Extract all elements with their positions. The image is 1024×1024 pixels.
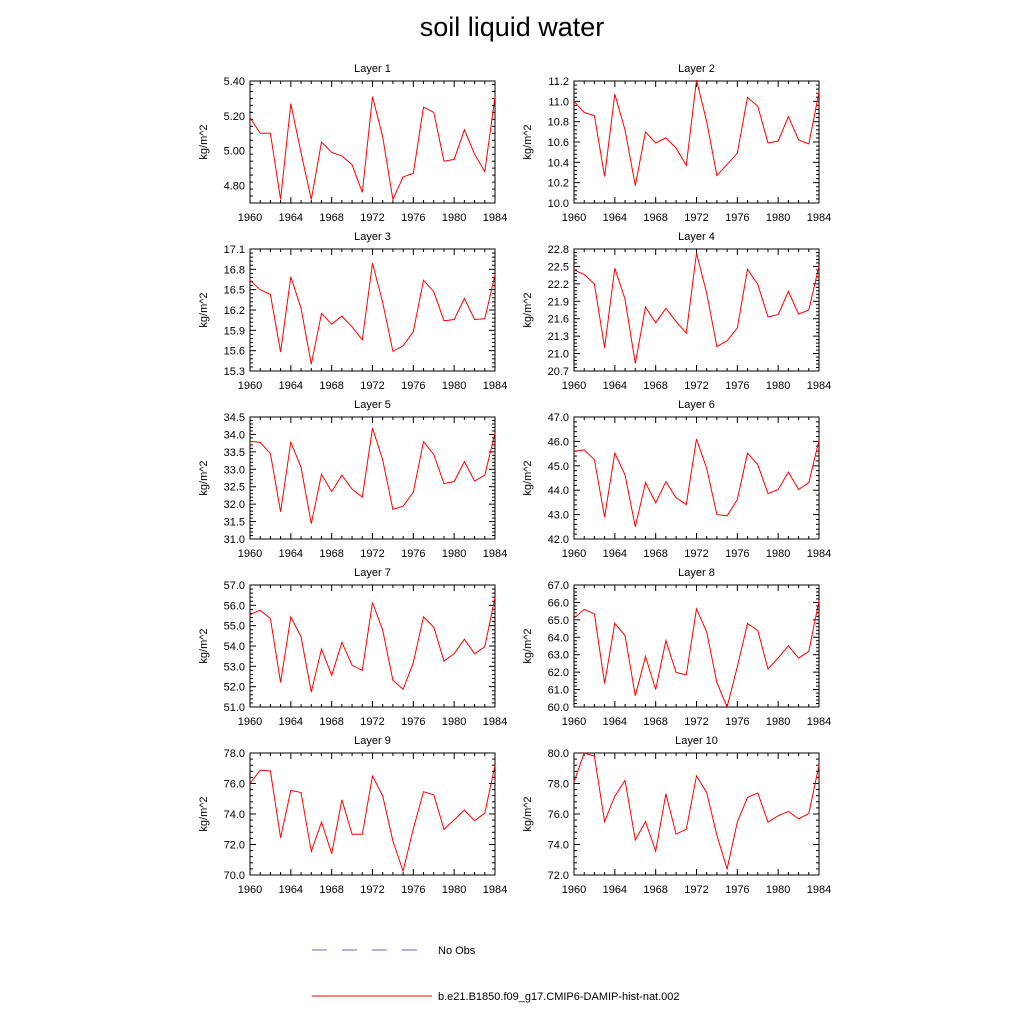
- x-tick-label: 1984: [482, 716, 508, 728]
- y-tick-label: 65.0: [547, 614, 569, 627]
- x-tick-label: 1964: [278, 548, 304, 560]
- x-tick-label: 1980: [441, 212, 467, 224]
- y-tick-label: 74.0: [547, 839, 569, 852]
- y-tick-label: 34.0: [223, 429, 245, 442]
- legend: [312, 945, 680, 1003]
- plot-frame: [574, 81, 819, 203]
- y-tick-label: 31.0: [223, 534, 245, 546]
- x-tick-label: 1960: [561, 212, 587, 224]
- y-tick-label: 76.0: [223, 778, 245, 791]
- panel-layer-7: [198, 567, 507, 728]
- x-tick-label: 1968: [643, 716, 668, 728]
- x-tick-label: 1964: [602, 548, 628, 560]
- y-axis-label: kg/m^2: [522, 292, 534, 328]
- series-line: [250, 597, 495, 692]
- x-tick-label: 1984: [806, 884, 832, 896]
- x-tick-label: 1972: [360, 884, 385, 896]
- x-tick-label: 1960: [561, 548, 587, 560]
- x-tick-label: 1968: [319, 212, 344, 224]
- x-tick-label: 1976: [725, 380, 750, 392]
- panel-layer-6: [522, 399, 831, 560]
- x-tick-label: 1980: [765, 380, 791, 392]
- y-tick-label: 72.0: [223, 839, 245, 852]
- x-tick-label: 1984: [806, 380, 832, 392]
- x-tick-label: 1960: [237, 884, 263, 896]
- y-tick-label: 46.0: [547, 436, 569, 449]
- y-tick-label: 21.6: [547, 313, 569, 326]
- x-tick-label: 1980: [765, 884, 791, 896]
- panel-title: Layer 10: [675, 735, 718, 747]
- x-tick-label: 1972: [684, 716, 709, 728]
- plot-frame: [250, 753, 495, 875]
- y-tick-label: 62.0: [547, 667, 569, 680]
- y-tick-label: 32.5: [223, 481, 245, 494]
- y-tick-label: 72.0: [547, 870, 569, 882]
- x-tick-label: 1976: [401, 380, 426, 392]
- panel-layer-10: [522, 735, 831, 896]
- y-tick-label: 42.0: [547, 534, 569, 546]
- y-tick-label: 4.80: [223, 180, 245, 193]
- y-axis-label: kg/m^2: [198, 124, 210, 160]
- y-tick-label: 60.0: [547, 702, 569, 714]
- series-line: [574, 601, 819, 707]
- x-tick-label: 1964: [602, 716, 628, 728]
- y-axis-label: kg/m^2: [198, 796, 210, 832]
- x-tick-label: 1964: [278, 716, 304, 728]
- y-tick-label: 67.0: [547, 580, 569, 592]
- series-line: [250, 97, 495, 200]
- y-tick-label: 17.1: [223, 244, 245, 256]
- x-tick-label: 1984: [482, 212, 508, 224]
- series-line: [574, 439, 819, 527]
- y-tick-label: 45.0: [547, 460, 569, 473]
- x-tick-label: 1984: [806, 548, 832, 560]
- y-tick-label: 22.5: [547, 261, 569, 274]
- panel-title: Layer 2: [678, 63, 715, 75]
- panel-layer-9: [198, 735, 507, 896]
- y-tick-label: 16.5: [223, 284, 245, 297]
- x-tick-label: 1960: [237, 548, 263, 560]
- x-tick-label: 1960: [561, 884, 587, 896]
- y-tick-label: 52.0: [223, 681, 245, 694]
- panel-layer-2: [522, 63, 831, 224]
- plot-frame: [250, 417, 495, 539]
- x-tick-label: 1972: [360, 380, 385, 392]
- x-tick-label: 1980: [441, 716, 467, 728]
- panel-title: Layer 5: [354, 399, 391, 411]
- series-line: [574, 253, 819, 363]
- y-tick-label: 32.0: [223, 499, 245, 512]
- panel-layer-3: [198, 231, 507, 392]
- panel-layer-8: [522, 567, 831, 728]
- y-tick-label: 15.6: [223, 345, 245, 358]
- x-tick-label: 1984: [482, 548, 508, 560]
- panel-title: Layer 9: [354, 735, 391, 747]
- x-tick-label: 1960: [237, 716, 263, 728]
- x-tick-label: 1984: [482, 884, 508, 896]
- y-axis-label: kg/m^2: [198, 292, 210, 328]
- x-tick-label: 1972: [684, 548, 709, 560]
- x-tick-label: 1972: [360, 548, 385, 560]
- x-tick-label: 1964: [278, 212, 304, 224]
- y-axis-label: kg/m^2: [522, 628, 534, 664]
- plot-frame: [574, 249, 819, 371]
- y-tick-label: 55.0: [223, 620, 245, 633]
- y-tick-label: 20.7: [547, 366, 569, 378]
- y-tick-label: 11.0: [548, 96, 569, 109]
- y-tick-label: 21.0: [547, 348, 569, 361]
- y-tick-label: 78.0: [547, 778, 569, 791]
- y-tick-label: 54.0: [223, 641, 245, 653]
- panel-title: Layer 8: [678, 567, 715, 579]
- x-tick-label: 1960: [561, 716, 587, 728]
- y-tick-label: 33.0: [223, 464, 245, 477]
- panel-title: Layer 3: [354, 231, 391, 243]
- x-tick-label: 1960: [237, 212, 263, 224]
- y-tick-label: 10.6: [547, 137, 569, 149]
- panel-title: Layer 6: [678, 399, 715, 411]
- y-tick-label: 21.3: [547, 331, 569, 344]
- x-tick-label: 1976: [725, 716, 750, 728]
- legend-label-no-obs: No Obs: [438, 945, 476, 957]
- x-tick-label: 1964: [602, 212, 628, 224]
- x-tick-label: 1976: [725, 212, 750, 224]
- y-tick-label: 57.0: [223, 580, 245, 592]
- y-tick-label: 5.40: [223, 76, 245, 88]
- y-axis-label: kg/m^2: [522, 460, 534, 496]
- x-tick-label: 1980: [441, 548, 467, 560]
- panel-layer-1: [198, 63, 507, 224]
- y-tick-label: 78.0: [223, 748, 245, 760]
- y-tick-label: 56.0: [223, 600, 245, 613]
- series-line: [574, 753, 819, 869]
- y-tick-label: 63.0: [547, 649, 569, 662]
- y-tick-label: 80.0: [547, 748, 569, 760]
- x-tick-label: 1984: [482, 380, 508, 392]
- y-tick-label: 33.5: [223, 446, 245, 459]
- x-tick-label: 1976: [401, 884, 426, 896]
- y-tick-label: 10.8: [547, 116, 569, 129]
- x-tick-label: 1980: [441, 380, 467, 392]
- y-tick-label: 11.2: [548, 76, 569, 88]
- x-tick-label: 1976: [725, 548, 750, 560]
- panel-title: Layer 7: [354, 567, 391, 579]
- series-line: [574, 80, 819, 186]
- x-tick-label: 1968: [319, 548, 344, 560]
- y-tick-label: 10.4: [547, 157, 569, 170]
- y-tick-label: 21.9: [547, 296, 569, 309]
- y-tick-label: 31.5: [223, 516, 245, 529]
- x-tick-label: 1968: [319, 716, 344, 728]
- x-tick-label: 1972: [684, 884, 709, 896]
- x-tick-label: 1968: [643, 884, 668, 896]
- y-tick-label: 47.0: [547, 412, 569, 424]
- panel-title: Layer 4: [678, 231, 715, 243]
- x-tick-label: 1980: [765, 212, 791, 224]
- x-tick-label: 1984: [806, 212, 832, 224]
- x-tick-label: 1968: [643, 548, 668, 560]
- x-tick-label: 1964: [602, 884, 628, 896]
- y-tick-label: 5.20: [223, 110, 245, 123]
- y-axis-label: kg/m^2: [522, 124, 534, 160]
- y-tick-label: 61.0: [547, 684, 569, 697]
- y-tick-label: 44.0: [547, 485, 569, 498]
- y-tick-label: 66.0: [547, 597, 569, 610]
- x-tick-label: 1972: [684, 380, 709, 392]
- x-tick-label: 1984: [806, 716, 832, 728]
- x-tick-label: 1976: [725, 884, 750, 896]
- y-tick-label: 51.0: [223, 702, 245, 714]
- y-tick-label: 76.0: [547, 809, 569, 821]
- y-tick-label: 10.2: [547, 177, 569, 190]
- x-tick-label: 1968: [319, 380, 344, 392]
- x-tick-label: 1964: [278, 380, 304, 392]
- y-tick-label: 22.2: [547, 278, 569, 291]
- y-tick-label: 15.3: [223, 366, 245, 378]
- y-tick-label: 16.2: [223, 305, 245, 317]
- legend-label-model: b.e21.B1850.f09_g17.CMIP6-DAMIP-hist-nat.002: [438, 991, 680, 1003]
- series-line: [250, 428, 495, 524]
- y-axis-label: kg/m^2: [198, 628, 210, 664]
- series-line: [250, 765, 495, 871]
- x-tick-label: 1976: [401, 212, 426, 224]
- y-tick-label: 53.0: [223, 661, 245, 674]
- y-tick-label: 70.0: [223, 870, 245, 882]
- x-tick-label: 1968: [319, 884, 344, 896]
- y-axis-label: kg/m^2: [522, 796, 534, 832]
- y-tick-label: 22.8: [547, 244, 569, 256]
- x-tick-label: 1980: [765, 548, 791, 560]
- x-tick-label: 1972: [684, 212, 709, 224]
- x-tick-label: 1980: [765, 716, 791, 728]
- y-axis-label: kg/m^2: [198, 460, 210, 496]
- x-tick-label: 1972: [360, 212, 385, 224]
- y-tick-label: 43.0: [547, 509, 569, 522]
- y-tick-label: 10.0: [547, 198, 569, 210]
- x-tick-label: 1960: [237, 380, 263, 392]
- page-title: soil liquid water: [419, 12, 605, 42]
- y-tick-label: 15.9: [223, 325, 245, 338]
- x-tick-label: 1964: [602, 380, 628, 392]
- x-tick-label: 1980: [441, 884, 467, 896]
- panel-title: Layer 1: [354, 63, 391, 75]
- panel-layer-5: [198, 399, 507, 560]
- y-tick-label: 5.00: [223, 145, 245, 158]
- x-tick-label: 1976: [401, 716, 426, 728]
- panel-layer-4: [522, 231, 831, 392]
- x-tick-label: 1976: [401, 548, 426, 560]
- x-tick-label: 1960: [561, 380, 587, 392]
- y-tick-label: 74.0: [223, 809, 245, 821]
- x-tick-label: 1968: [643, 212, 668, 224]
- y-tick-label: 64.0: [547, 632, 569, 645]
- series-line: [250, 263, 495, 364]
- y-tick-label: 34.5: [223, 412, 245, 424]
- x-tick-label: 1968: [643, 380, 668, 392]
- x-tick-label: 1972: [360, 716, 385, 728]
- y-tick-label: 16.8: [223, 264, 245, 277]
- x-tick-label: 1964: [278, 884, 304, 896]
